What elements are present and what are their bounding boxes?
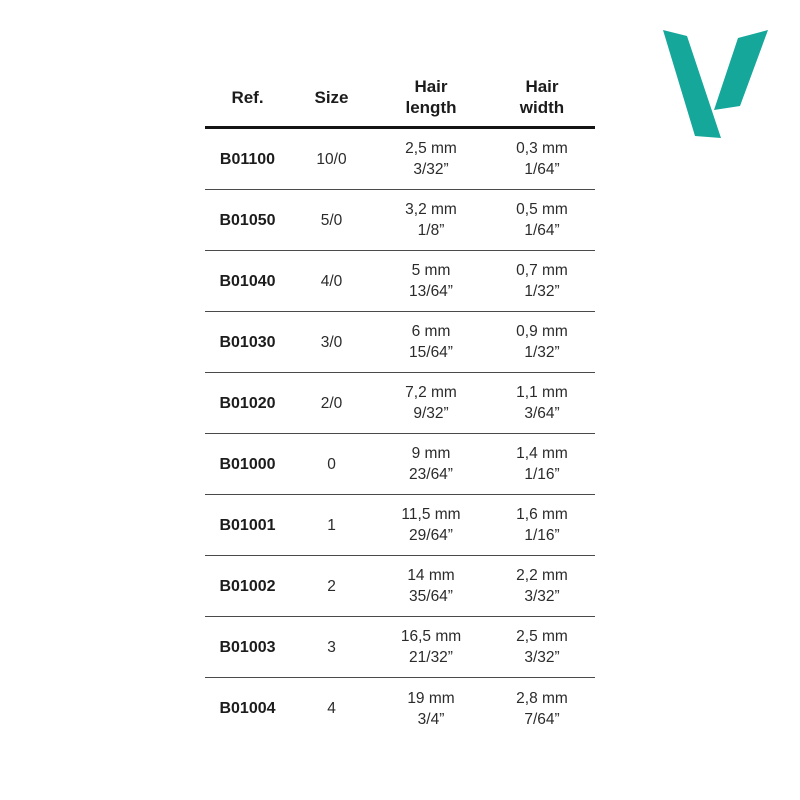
length-in: 29/64” [409, 527, 453, 544]
hair-length-cell [373, 688, 489, 730]
width-in: 1/32” [524, 344, 560, 361]
width-in: 1/16” [524, 466, 560, 483]
hair-width-cell [489, 565, 595, 607]
table-row [205, 312, 595, 373]
width-in: 3/32” [524, 649, 560, 666]
width-mm: 2,8 mm [516, 689, 568, 707]
header-hair-width-line2: width [519, 98, 565, 117]
width-in: 1/64” [524, 161, 560, 178]
hair-width-cell [489, 504, 595, 546]
length-in: 35/64” [409, 588, 453, 605]
hair-length-cell [373, 199, 489, 241]
hair-width-cell [489, 688, 595, 730]
v-logo-right-stroke [714, 30, 768, 110]
length-in: 3/32” [413, 161, 449, 178]
length-in: 1/8” [417, 222, 445, 239]
hair-width-cell [489, 382, 595, 424]
width-mm: 2,2 mm [516, 567, 568, 584]
length-in: 13/64” [409, 283, 453, 300]
size-cell: 3 [327, 638, 336, 656]
hair-width-cell [489, 138, 595, 180]
table-row [205, 495, 595, 556]
length-mm: 6 mm [411, 323, 451, 340]
size-cell: 3/0 [320, 333, 343, 351]
length-mm: 9 mm [411, 445, 451, 462]
length-in: 9/32” [413, 405, 449, 422]
size-cell: 0 [327, 455, 336, 473]
width-in: 1/64” [524, 222, 560, 239]
length-mm: 5 mm [411, 262, 451, 279]
ref-cell: B01100 [219, 150, 276, 168]
table-row [205, 617, 595, 678]
length-mm: 3,2 mm [405, 201, 457, 218]
width-in: 7/64” [524, 710, 560, 728]
table-row [205, 251, 595, 312]
table-header-row [205, 68, 595, 129]
hair-width-cell [489, 626, 595, 668]
hair-length-cell [373, 260, 489, 302]
ref-cell: B01001 [219, 516, 276, 534]
width-mm: 1,1 mm [516, 384, 568, 401]
width-in: 3/32” [524, 588, 560, 605]
hair-width-cell [489, 199, 595, 241]
ref-cell: B01003 [219, 638, 276, 656]
hair-length-cell [373, 321, 489, 363]
width-mm: 1,6 mm [516, 506, 568, 523]
header-size-line1: Size [314, 87, 349, 107]
ref-cell: B01040 [219, 272, 276, 290]
width-in: 1/32” [524, 283, 560, 300]
hair-width-cell [489, 260, 595, 302]
ref-cell: B01030 [219, 333, 276, 351]
header-hair-width-line1: Hair [525, 77, 559, 96]
length-in: 21/32” [409, 649, 453, 666]
size-cell: 2 [327, 577, 336, 595]
width-in: 3/64” [524, 405, 560, 422]
ref-cell: B01002 [219, 577, 276, 595]
size-cell: 4/0 [320, 272, 343, 290]
ref-cell: B01004 [219, 700, 276, 717]
hair-length-cell [373, 565, 489, 607]
length-mm: 19 mm [407, 689, 455, 707]
table-row [205, 434, 595, 495]
header-size [290, 87, 373, 108]
width-mm: 0,3 mm [516, 140, 568, 157]
width-mm: 0,7 mm [516, 262, 568, 279]
table-row [205, 373, 595, 434]
header-ref [205, 87, 290, 108]
size-cell: 10/0 [316, 150, 347, 168]
size-cell: 4 [327, 700, 336, 717]
hair-length-cell [373, 138, 489, 180]
length-in: 3/4” [417, 710, 445, 728]
ref-cell: B01020 [219, 394, 276, 412]
table-row [205, 556, 595, 617]
size-cell: 5/0 [320, 211, 343, 229]
ref-cell: B01000 [219, 455, 276, 473]
header-ref-line1: Ref. [231, 87, 264, 107]
brand-v-logo [650, 15, 785, 150]
hair-width-cell [489, 443, 595, 485]
length-mm: 7,2 mm [405, 384, 457, 401]
header-hair-length-line1: Hair [414, 77, 448, 96]
length-mm: 16,5 mm [400, 628, 462, 645]
length-mm: 11,5 mm [401, 506, 461, 523]
header-hair-length [373, 76, 489, 118]
width-mm: 0,5 mm [516, 201, 568, 218]
length-mm: 14 mm [407, 567, 455, 584]
ref-cell: B01050 [219, 211, 276, 229]
size-cell: 1 [327, 516, 336, 534]
table-row [205, 190, 595, 251]
width-mm: 1,4 mm [516, 445, 568, 462]
brush-spec-table [205, 68, 595, 739]
v-logo-left-stroke [663, 30, 721, 138]
hair-length-cell [373, 626, 489, 668]
width-mm: 0,9 mm [516, 323, 568, 340]
length-in: 23/64” [409, 466, 453, 483]
hair-width-cell [489, 321, 595, 363]
width-in: 1/16” [524, 527, 560, 544]
hair-length-cell [373, 504, 489, 546]
header-hair-width [489, 76, 595, 118]
width-mm: 2,5 mm [516, 628, 568, 645]
table-row [205, 129, 595, 190]
header-hair-length-line2: length [405, 98, 457, 117]
hair-length-cell [373, 443, 489, 485]
length-mm: 2,5 mm [405, 140, 457, 157]
length-in: 15/64” [409, 344, 453, 361]
table-row [205, 678, 595, 739]
hair-length-cell [373, 382, 489, 424]
size-cell: 2/0 [320, 394, 343, 412]
